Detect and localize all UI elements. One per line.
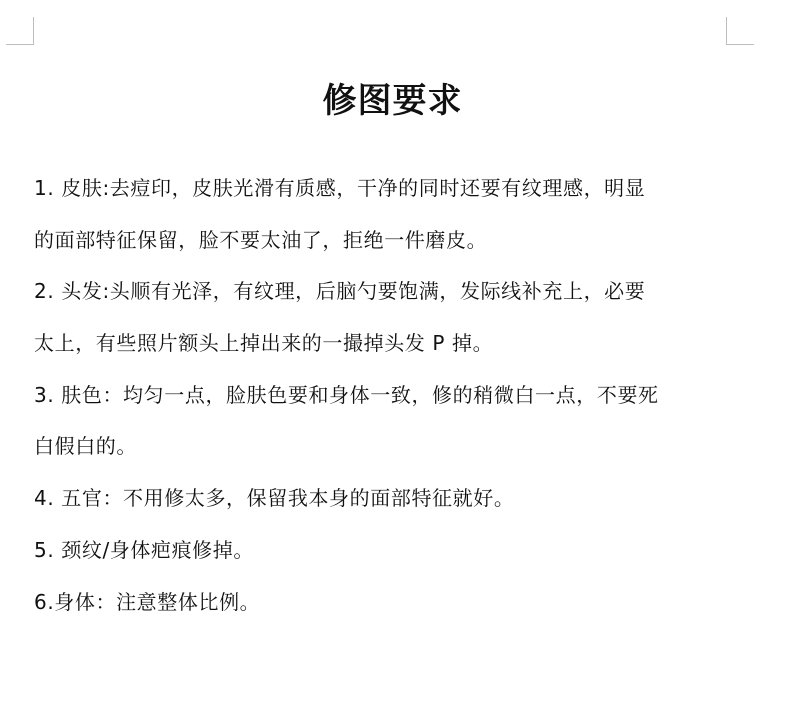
document-title: 修图要求 [322,81,463,121]
text-line: 2. 头发:头顺有光泽，有纹理，后脑勺要饱满，发际线补充上，必要 [34,279,646,304]
text-line: 1. 皮肤:去痘印，皮肤光滑有质感，干净的同时还要有纹理感，明显 [34,176,646,200]
page-corner-mark-top-left [6,17,34,45]
page-corner-mark-top-right [726,17,754,45]
text-line: 5. 颈纹/身体疤痕修掉。 [34,537,254,562]
text-line: 3. 肤色：均匀一点，脸肤色要和身体一致，修的稍微白一点，不要死 [34,382,659,407]
text-line: 6.身体：注意整体比例。 [34,589,261,614]
text-line: 太上，有些照片额头上掉出来的一撮掉头发 P 掉。 [34,331,494,356]
text-line: 4. 五官：不用修太多，保留我本身的面部特征就好。 [34,486,515,511]
text-line: 的面部特征保留，脸不要太油了，拒绝一件磨皮。 [34,227,488,252]
document-body [34,163,734,628]
text-line: 白假白的。 [34,434,137,459]
